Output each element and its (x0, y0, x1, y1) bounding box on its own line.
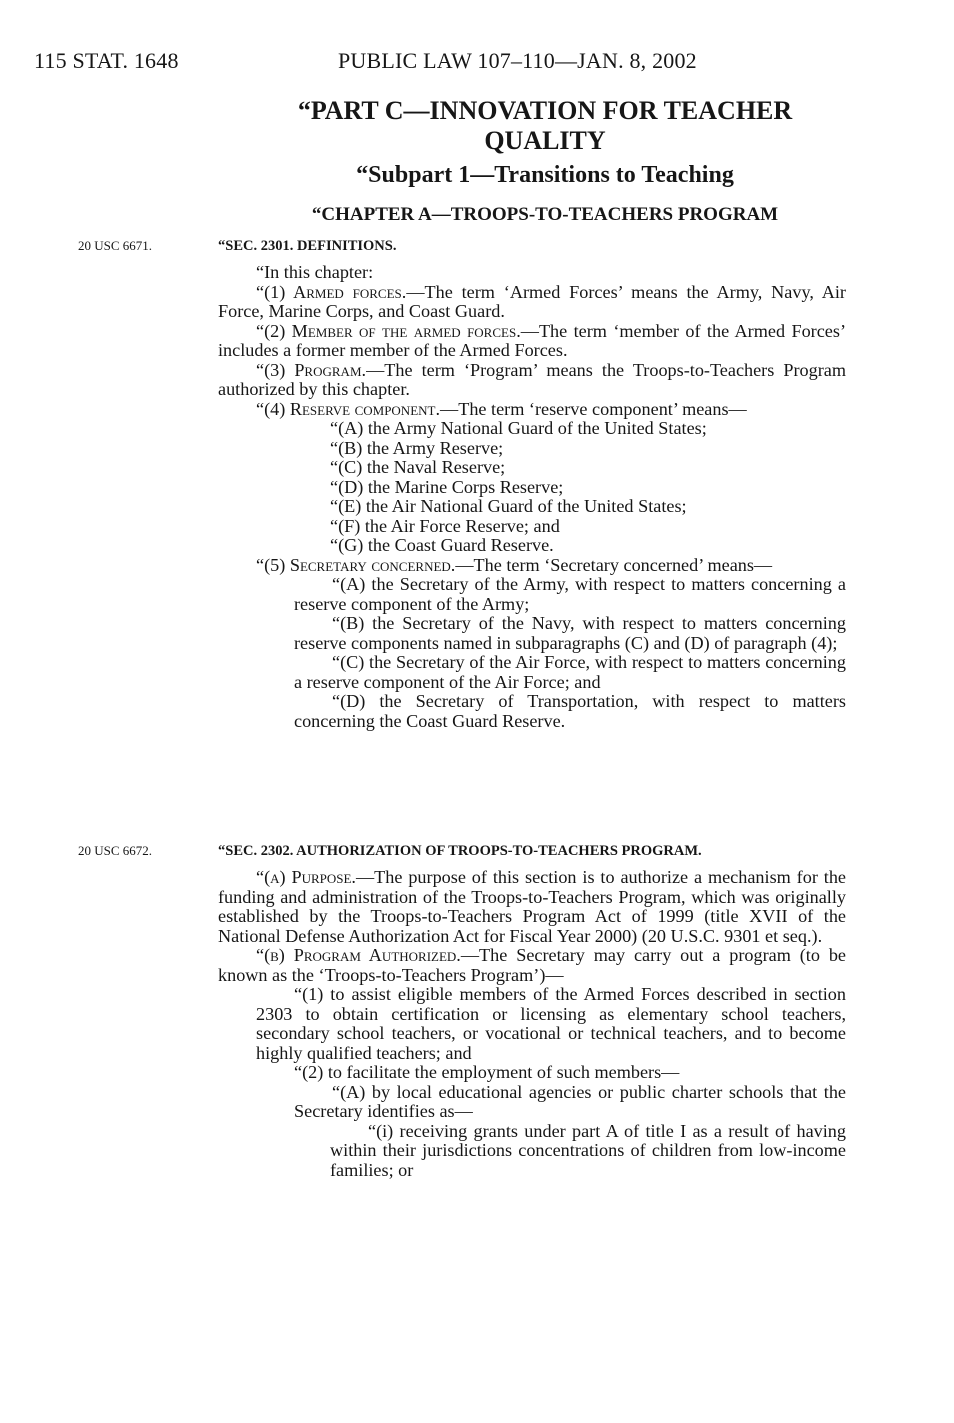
list-item: “(D) the Secretary of Transportation, with respect to matters concerning the Coast Guard Reserve. (294, 691, 846, 731)
list-item: “(C) the Secretary of the Air Force, with respect to matters concerning a reserve component of the Air Force; and (294, 652, 846, 692)
part-heading: “PART C—INNOVATION FOR TEACHER QUALITY (297, 96, 793, 155)
list-item: “(G) the Coast Guard Reserve. (330, 535, 554, 555)
definition-4: “(4) Reserve component.—The term ‘reserve component’ means— (256, 398, 747, 419)
margin-note-usc-6672: 20 USC 6672. (78, 843, 153, 858)
list-item: “(F) the Air Force Reserve; and (330, 515, 560, 536)
chapter-heading: “CHAPTER A—TROOPS-TO-TEACHERS PROGRAM (311, 204, 779, 225)
section-2301-heading: “SEC. 2301. DEFINITIONS. (218, 238, 397, 254)
list-item: “(D) the Marine Corps Reserve; (330, 476, 564, 497)
list-item: “(A) the Secretary of the Army, with respect to matters concerning a reserve component of the Army; (294, 574, 846, 614)
section-2301-body (218, 263, 846, 731)
page-reference: 115 STAT. 1648 (34, 48, 179, 73)
list-item: “(B) the Army Reserve; (330, 437, 504, 458)
section-2302-heading: “SEC. 2302. AUTHORIZATION OF TROOPS-TO-TEACHERS PROGRAM. (218, 843, 702, 859)
intro-line: “In this chapter: (256, 262, 374, 282)
subsection-b: “(b) Program Authorized.—The Secretary may carry out a program (to be known as the ‘Troops-to-Teachers Program’)— (218, 945, 846, 985)
section-2302-body (218, 868, 846, 1180)
list-item: “(A) the Army National Guard of the United States; (330, 418, 707, 438)
law-reference: PUBLIC LAW 107–110—JAN. 8, 2002 (338, 48, 697, 73)
subparagraph-b2A: “(A) by local educational agencies or public charter schools that the Secretary identifies as— (294, 1081, 846, 1121)
definition-5: “(5) Secretary concerned.—The term ‘Secretary concerned’ means— (256, 554, 773, 575)
list-item: “(C) the Naval Reserve; (330, 457, 506, 477)
list-item: “(E) the Air National Guard of the United States; (330, 496, 687, 516)
definition-3: “(3) Program.—The term ‘Program’ means the Troops-to-Teachers Program authorized by this chapter. (218, 359, 846, 399)
clause-b2Ai: “(i) receiving grants under part A of title I as a result of having within their jurisdictions concentrations of children from low-income families; or (330, 1120, 846, 1180)
subpart-heading: “Subpart 1—Transitions to Teaching (356, 162, 734, 188)
subsection-a: “(a) Purpose.—The purpose of this section is to authorize a mechanism for the funding and administration of the Troops-to-Teachers Program, which was originally established by the Troops-to-Teachers Program Act of 1999 (title XVII of the National Defense Authorization Act for Fiscal Year 2000) (20 U.S.C. 9301 et seq.). (218, 867, 846, 946)
definition-1: “(1) Armed forces.—The term ‘Armed Forces’ means the Army, Navy, Air Force, Marine Corps, and Coast Guard. (218, 281, 846, 321)
paragraph-b1: “(1) to assist eligible members of the Armed Forces described in section 2303 to obtain certification or licensing as elementary school teachers, secondary school teachers, or vocational or technical teachers, and to become highly qualified teachers; and (256, 984, 846, 1063)
definition-2: “(2) Member of the armed forces.—The term ‘member of the Armed Forces’ includes a former member of the Armed Forces. (218, 320, 846, 360)
paragraph-b2: “(2) to facilitate the employment of such members— (294, 1062, 680, 1082)
list-item: “(B) the Secretary of the Navy, with respect to matters concerning reserve components named in subparagraphs (C) and (D) of paragraph (4); (294, 613, 846, 653)
margin-note-usc-6671: 20 USC 6671. (78, 238, 153, 253)
